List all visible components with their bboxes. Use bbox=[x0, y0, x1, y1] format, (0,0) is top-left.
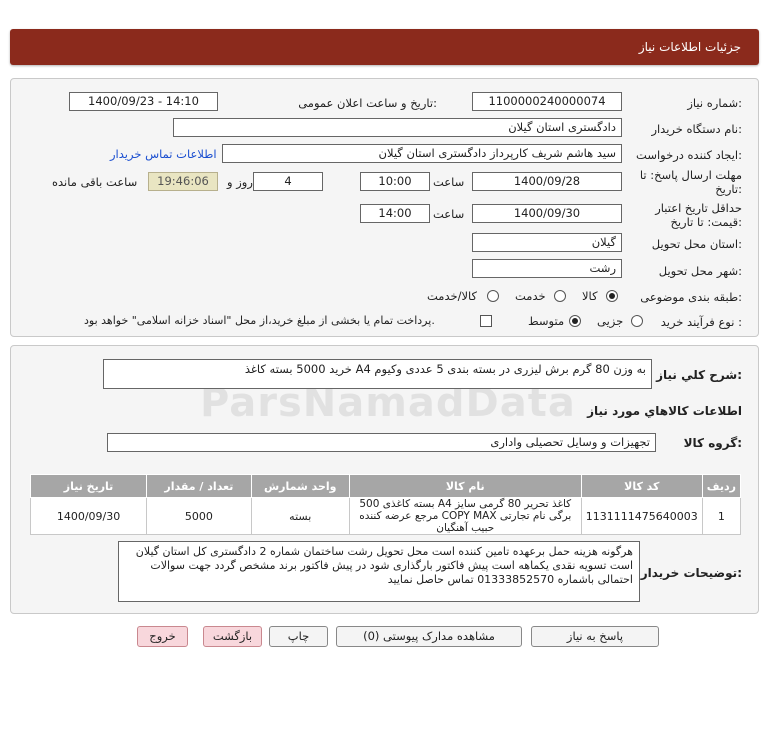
announce-field: 1400/09/23 - 14:10 bbox=[69, 92, 218, 111]
buyer-notes-field: هرگونه هزینه حمل برعهده تامین کننده است محل تحویل رشت ساختمان شماره 2 دادگستری کل استان گیلان است تسویه نقدی یکماهه است پیش فاکتور بارگذاری شود در پیش فاکتور برند مشخص گردد جهت سوالات احتمالی باشماره 01333852570 تماس حاصل نمایید bbox=[118, 541, 640, 602]
page-title: جزئیات اطلاعات نیاز bbox=[638, 40, 741, 54]
category-radio-goods[interactable] bbox=[606, 290, 618, 302]
treasury-payment-note: پرداخت تمام یا بخشی از مبلغ خرید،از محل "اسناد خزانه اسلامی" خواهد بود. bbox=[84, 314, 435, 327]
col-date-header: تاریخ نیاز bbox=[31, 475, 147, 498]
process-minor-label: جزیی bbox=[597, 314, 624, 328]
process-label: نوع فرآیند خرید : bbox=[660, 315, 742, 329]
deadline-label: مهلت ارسال پاسخ: تا تاریخ: bbox=[639, 168, 742, 196]
cell-qty: 5000 bbox=[147, 498, 252, 535]
cell-code: 1131111475640003 bbox=[581, 498, 702, 535]
print-button[interactable]: چاپ bbox=[269, 626, 328, 647]
col-qty-header: تعداد / مقدار bbox=[147, 475, 252, 498]
deadline-date-field: 1400/09/28 bbox=[472, 172, 622, 191]
goods-group-field: تجهیزات و وسایل تحصیلی واداری bbox=[107, 433, 656, 452]
category-radio-goods-service[interactable] bbox=[487, 290, 499, 302]
view-attachments-button[interactable]: مشاهده مدارک پیوستی (0) bbox=[336, 626, 522, 647]
cell-name: کاغذ تحریر 80 گرمی سایز A4 بسته کاغذی 500 برگی نام تجارتی COPY MAX مرجع عرضه کننده حبیب آهنگیان bbox=[349, 498, 581, 535]
category-label: طبقه بندی موضوعی: bbox=[640, 290, 742, 304]
province-field: گیلان bbox=[472, 233, 622, 252]
validity-time-field: 14:00 bbox=[360, 204, 430, 223]
announce-label: تاریخ و ساعت اعلان عمومی: bbox=[298, 96, 437, 110]
col-name-header: نام کالا bbox=[349, 475, 581, 498]
table-row bbox=[31, 498, 741, 535]
process-medium-label: متوسط bbox=[528, 314, 565, 328]
col-code-header: کد کالا bbox=[581, 475, 702, 498]
goods-group-label: گروه کالا: bbox=[683, 436, 742, 450]
treasury-payment-checkbox[interactable] bbox=[480, 315, 492, 327]
buyer-notes-label: توضیحات خریدار: bbox=[640, 566, 742, 580]
category-goods-service-label: کالا/خدمت bbox=[427, 289, 478, 303]
days-label: روز و bbox=[227, 175, 253, 189]
description-label: شرح کلي نياز: bbox=[656, 368, 742, 382]
cell-row: 1 bbox=[702, 498, 740, 535]
validity-label: حداقل تاریخ اعتبار قیمت: تا تاریخ: bbox=[655, 201, 742, 229]
category-goods-label: کالا bbox=[582, 289, 598, 303]
col-row-header: ردیف bbox=[702, 475, 740, 498]
back-button[interactable]: بازگشت bbox=[203, 626, 262, 647]
category-service-label: خدمت bbox=[515, 289, 546, 303]
process-radio-medium[interactable] bbox=[569, 315, 581, 327]
province-label: استان محل تحویل: bbox=[651, 237, 742, 251]
description-field: خرید 5000 بسته کاغذ A4 به وزن 80 گرم برش لیزری در بسته بندی 5 عددی وکیوم bbox=[103, 359, 652, 389]
remaining-label: ساعت باقی مانده bbox=[52, 175, 138, 189]
goods-table-header bbox=[31, 475, 741, 498]
deadline-time-label: ساعت bbox=[433, 175, 465, 189]
exit-button[interactable]: خروج bbox=[137, 626, 188, 647]
buyer-org-label: نام دستگاه خریدار: bbox=[651, 122, 742, 136]
reply-button[interactable]: پاسخ به نیاز bbox=[531, 626, 659, 647]
validity-date-field: 1400/09/30 bbox=[472, 204, 622, 223]
days-field: 4 bbox=[253, 172, 323, 191]
validity-time-label: ساعت bbox=[433, 207, 465, 221]
creator-field: سید هاشم شریف کارپرداز دادگستری استان گیلان bbox=[222, 144, 622, 163]
need-number-field: 1100000240000074 bbox=[472, 92, 622, 111]
goods-info-title: اطلاعات کالاهاي مورد نياز bbox=[587, 404, 742, 418]
cell-date: 1400/09/30 bbox=[31, 498, 147, 535]
buyer-org-field: دادگستری استان گیلان bbox=[173, 118, 622, 137]
goods-table bbox=[30, 474, 741, 535]
page-header bbox=[10, 29, 759, 65]
buyer-contact-link[interactable]: اطلاعات تماس خریدار bbox=[110, 147, 217, 161]
creator-label: ایجاد کننده درخواست: bbox=[636, 148, 742, 162]
cell-unit: بسته bbox=[251, 498, 349, 535]
deadline-time-field: 10:00 bbox=[360, 172, 430, 191]
col-unit-header: واحد شمارش bbox=[251, 475, 349, 498]
need-number-label: شماره نیاز: bbox=[687, 96, 742, 110]
remaining-timer: 19:46:06 bbox=[148, 172, 218, 191]
city-label: شهر محل تحویل: bbox=[658, 264, 742, 278]
category-radio-service[interactable] bbox=[554, 290, 566, 302]
city-field: رشت bbox=[472, 259, 622, 278]
process-radio-minor[interactable] bbox=[631, 315, 643, 327]
